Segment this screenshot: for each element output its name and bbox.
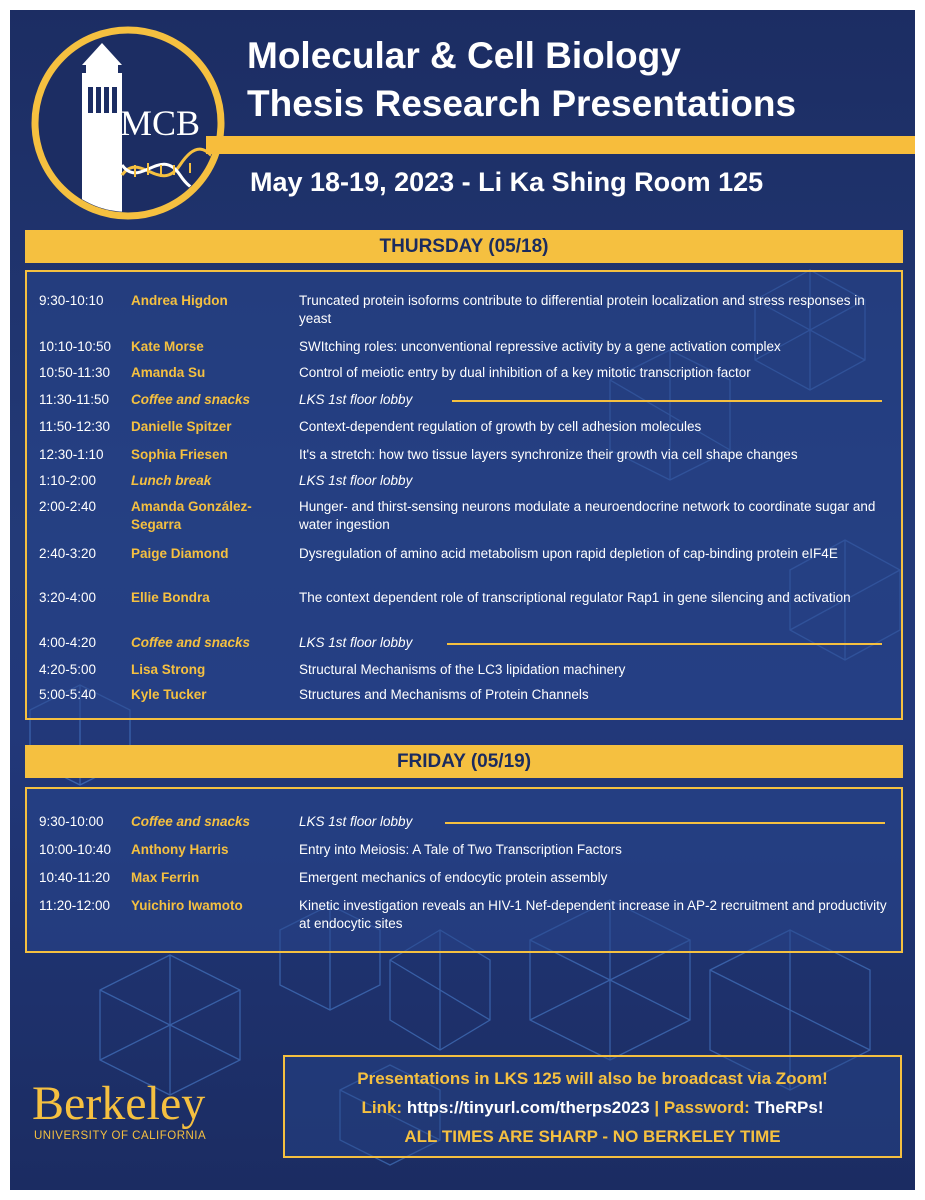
friday-header: FRIDAY (05/19) <box>25 745 903 778</box>
zoom-credentials <box>285 1098 900 1118</box>
poster <box>10 10 915 1190</box>
row-location: LKS 1st floor lobby <box>299 473 413 488</box>
row-time: 3:20-4:00 <box>39 590 97 605</box>
title-line-2: Thesis Research Presentations <box>247 83 797 124</box>
row-title: The context dependent role of transcriptional regulator Rap1 in gene silencing and activation <box>299 590 851 605</box>
thursday-header: THURSDAY (05/18) <box>25 230 903 263</box>
logo-text: MCB <box>120 103 201 143</box>
row-time: 5:00-5:40 <box>39 687 97 702</box>
row-title: It's a stretch: how two tissue layers synchronize their growth via cell shape changes <box>299 447 798 462</box>
row-time: 11:50-12:30 <box>39 419 111 434</box>
row-presenter: Anthony Harris <box>131 842 229 857</box>
row-location: LKS 1st floor lobby <box>299 635 413 650</box>
row-title: SWItching roles: unconventional repressive activity by a gene activation complex <box>299 339 781 354</box>
row-presenter: Amanda González-Segarra <box>131 499 252 532</box>
row-title: Structural Mechanisms of the LC3 lipidation machinery <box>299 662 626 677</box>
break-rule <box>452 400 882 402</box>
row-time: 9:30-10:00 <box>39 814 104 829</box>
zoom-link[interactable]: https://tinyurl.com/therps2023 <box>406 1098 650 1117</box>
row-time: 10:00-10:40 <box>39 842 112 857</box>
mcb-logo <box>30 25 226 221</box>
row-presenter: Lisa Strong <box>131 662 206 677</box>
zoom-password: TheRPs! <box>754 1098 824 1117</box>
row-title: Truncated protein isoforms contribute to differential protein localization and stress responses in yeast <box>299 293 865 326</box>
separator: | <box>654 1098 660 1117</box>
university-label: UNIVERSITY OF CALIFORNIA <box>34 1130 207 1142</box>
row-location: LKS 1st floor lobby <box>299 392 413 407</box>
row-title: Kinetic investigation reveals an HIV-1 Nef-dependent increase in AP-2 recruitment and productivity at endocytic sites <box>299 898 887 931</box>
page-title <box>247 32 907 128</box>
row-time: 4:00-4:20 <box>39 635 97 650</box>
row-time: 2:40-3:20 <box>39 546 97 561</box>
row-title: Context-dependent regulation of growth by cell adhesion molecules <box>299 419 702 434</box>
title-line-1: Molecular & Cell Biology <box>247 35 681 76</box>
thursday-schedule <box>25 270 903 720</box>
friday-schedule <box>25 787 903 953</box>
row-presenter: Ellie Bondra <box>131 590 210 605</box>
zoom-info-box <box>283 1055 902 1158</box>
row-title: Entry into Meiosis: A Tale of Two Transcription Factors <box>299 842 622 857</box>
zoom-announcement: Presentations in LKS 125 will also be broadcast via Zoom! <box>357 1069 828 1088</box>
row-presenter: Paige Diamond <box>131 546 229 561</box>
password-label: Password: <box>663 1098 750 1117</box>
row-time: 4:20-5:00 <box>39 662 97 677</box>
row-time: 1:10-2:00 <box>39 473 97 488</box>
break-rule <box>447 643 882 645</box>
row-break-label: Coffee and snacks <box>131 814 251 829</box>
row-presenter: Yuichiro Iwamoto <box>131 898 243 913</box>
row-presenter: Sophia Friesen <box>131 447 228 462</box>
link-label: Link: <box>361 1098 403 1117</box>
row-presenter: Andrea Higdon <box>131 293 228 308</box>
row-title: Structures and Mechanisms of Protein Channels <box>299 687 589 702</box>
row-presenter: Amanda Su <box>131 365 206 380</box>
row-break-label: Coffee and snacks <box>131 392 251 407</box>
row-time: 9:30-10:10 <box>39 293 104 308</box>
row-presenter: Kyle Tucker <box>131 687 207 702</box>
row-title: Emergent mechanics of endocytic protein assembly <box>299 870 608 885</box>
timing-notice: ALL TIMES ARE SHARP - NO BERKELEY TIME <box>404 1127 781 1146</box>
campanile-icon <box>30 25 226 221</box>
row-presenter: Danielle Spitzer <box>131 419 232 434</box>
row-break-label: Coffee and snacks <box>131 635 251 650</box>
header-stripe <box>206 136 915 154</box>
row-time: 10:10-10:50 <box>39 339 112 354</box>
row-presenter: Kate Morse <box>131 339 204 354</box>
row-break-label: Lunch break <box>131 473 212 488</box>
break-rule <box>445 822 885 824</box>
row-time: 11:20-12:00 <box>39 898 111 913</box>
berkeley-wordmark: Berkeley <box>32 1077 206 1130</box>
row-time: 12:30-1:10 <box>39 447 104 462</box>
row-time: 10:40-11:20 <box>39 870 111 885</box>
row-title: Control of meiotic entry by dual inhibition of a key mitotic transcription factor <box>299 365 751 380</box>
row-time: 11:30-11:50 <box>39 392 110 407</box>
row-time: 10:50-11:30 <box>39 365 111 380</box>
row-title: Dysregulation of amino acid metabolism upon rapid depletion of cap-binding protein eIF4E <box>299 546 838 561</box>
event-subtitle: May 18-19, 2023 - Li Ka Shing Room 125 <box>250 167 764 197</box>
row-title: Hunger- and thirst-sensing neurons modulate a neuroendocrine network to coordinate sugar and water ingestion <box>299 499 876 532</box>
row-presenter: Max Ferrin <box>131 870 200 885</box>
row-location: LKS 1st floor lobby <box>299 814 413 829</box>
row-time: 2:00-2:40 <box>39 499 97 514</box>
